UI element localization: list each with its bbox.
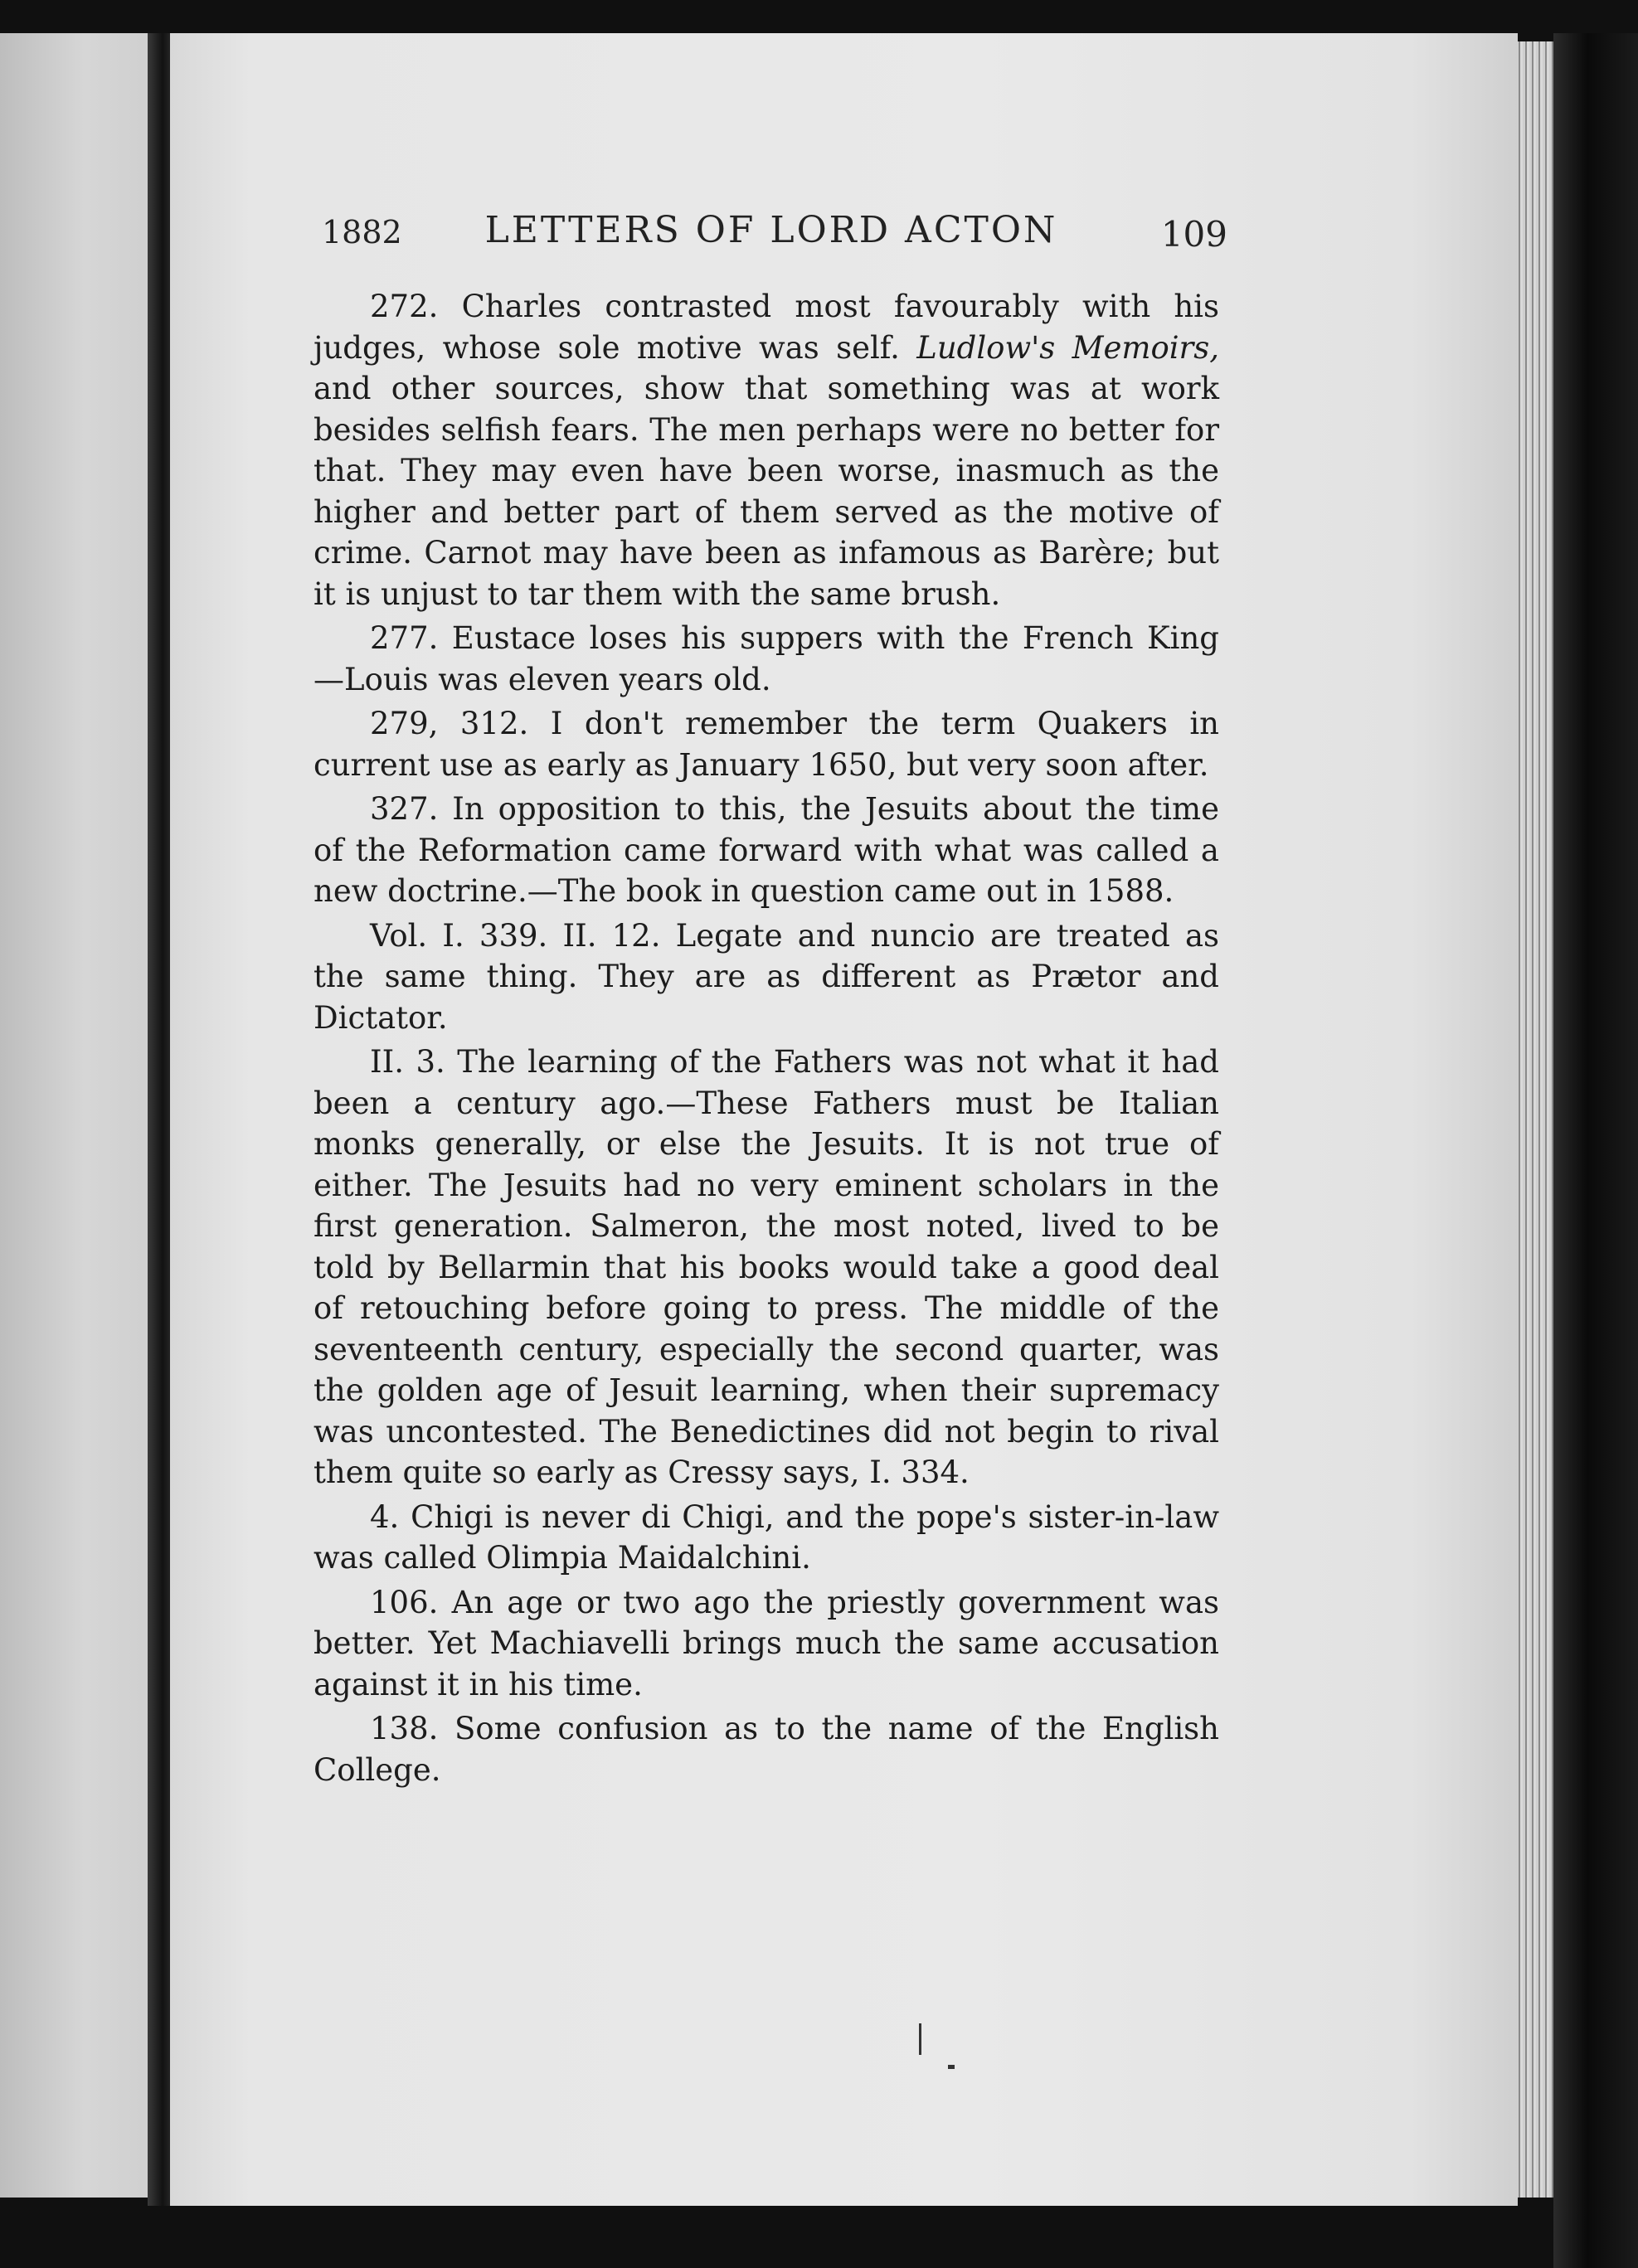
paragraph-4: 4. Chigi is never di Chigi, and the pope's sister-in-law was called Olimpia Maidalchini.: [314, 1498, 1219, 1576]
paragraph-277: 277. Eustace loses his suppers with the French King —Louis was eleven years old.: [314, 620, 1219, 697]
book-gutter: [148, 33, 173, 2206]
paragraph-327: 327. In opposition to this, the Jesuits about the time of the Reformation came forward with what was called a new doctrine.—The book in question came out in 1588.: [314, 791, 1219, 909]
page-fore-edge: [1516, 41, 1553, 2198]
page-number: 109: [1160, 214, 1227, 255]
facing-page: [0, 33, 153, 2198]
paragraph-ii-3: II. 3. The learning of the Fathers was not what it had been a century ago.—These Fathers must be Italian monks generally, or else the Jesuits. It is not true of either. The Jesuits had no very eminent scholars in the first generation. Salmeron, the most noted, lived to be told by Bellarmin that his books would take a good deal of retouching before going to press. The middle of the seventeenth century, especially the second quarter, was the golden age of Jesuit learning, when their supremacy was uncontested. The Benedictines did not begin to rival them quite so early as Cressy says, I. 334.: [314, 1044, 1219, 1490]
print-blemish: [919, 2023, 921, 2055]
paragraph-279: 279, 312. I don't remember the term Quakers in current use as early as January 1650, but very soon after.: [314, 706, 1219, 783]
header-year: 1882: [322, 214, 402, 250]
print-blemish: [948, 2065, 955, 2069]
book-cover-edge: [1553, 33, 1638, 2268]
paragraph-vol-1: Vol. I. 339. II. 12. Legate and nuncio are treated as the same thing. They are as different as Prætor and Dictator.: [314, 917, 1219, 1036]
paragraph-272: 272. Charles contrasted most favourably with his judges, whose sole motive was self. Ludlow's Memoirs, and other sources, show that something was at work besides selfish fears. The men perhaps were no better for that. They may even have been worse, inasmuch as the higher and better part of them served as the motive of crime. Carnot may have been as infamous as Barère; but it is unjust to tar them with the same brush.: [314, 289, 1219, 612]
header-title: LETTERS OF LORD ACTON: [484, 209, 1058, 251]
paragraph-106: 106. An age or two ago the priestly government was better. Yet Machiavelli brings much the same accusation against it in his time.: [314, 1584, 1219, 1702]
running-header: [315, 207, 1227, 265]
paragraph-138: 138. Some confusion as to the name of the English College.: [314, 1711, 1219, 1788]
body-text: [314, 286, 1219, 1794]
book-title-italic: Ludlow's Memoirs,: [916, 329, 1219, 366]
